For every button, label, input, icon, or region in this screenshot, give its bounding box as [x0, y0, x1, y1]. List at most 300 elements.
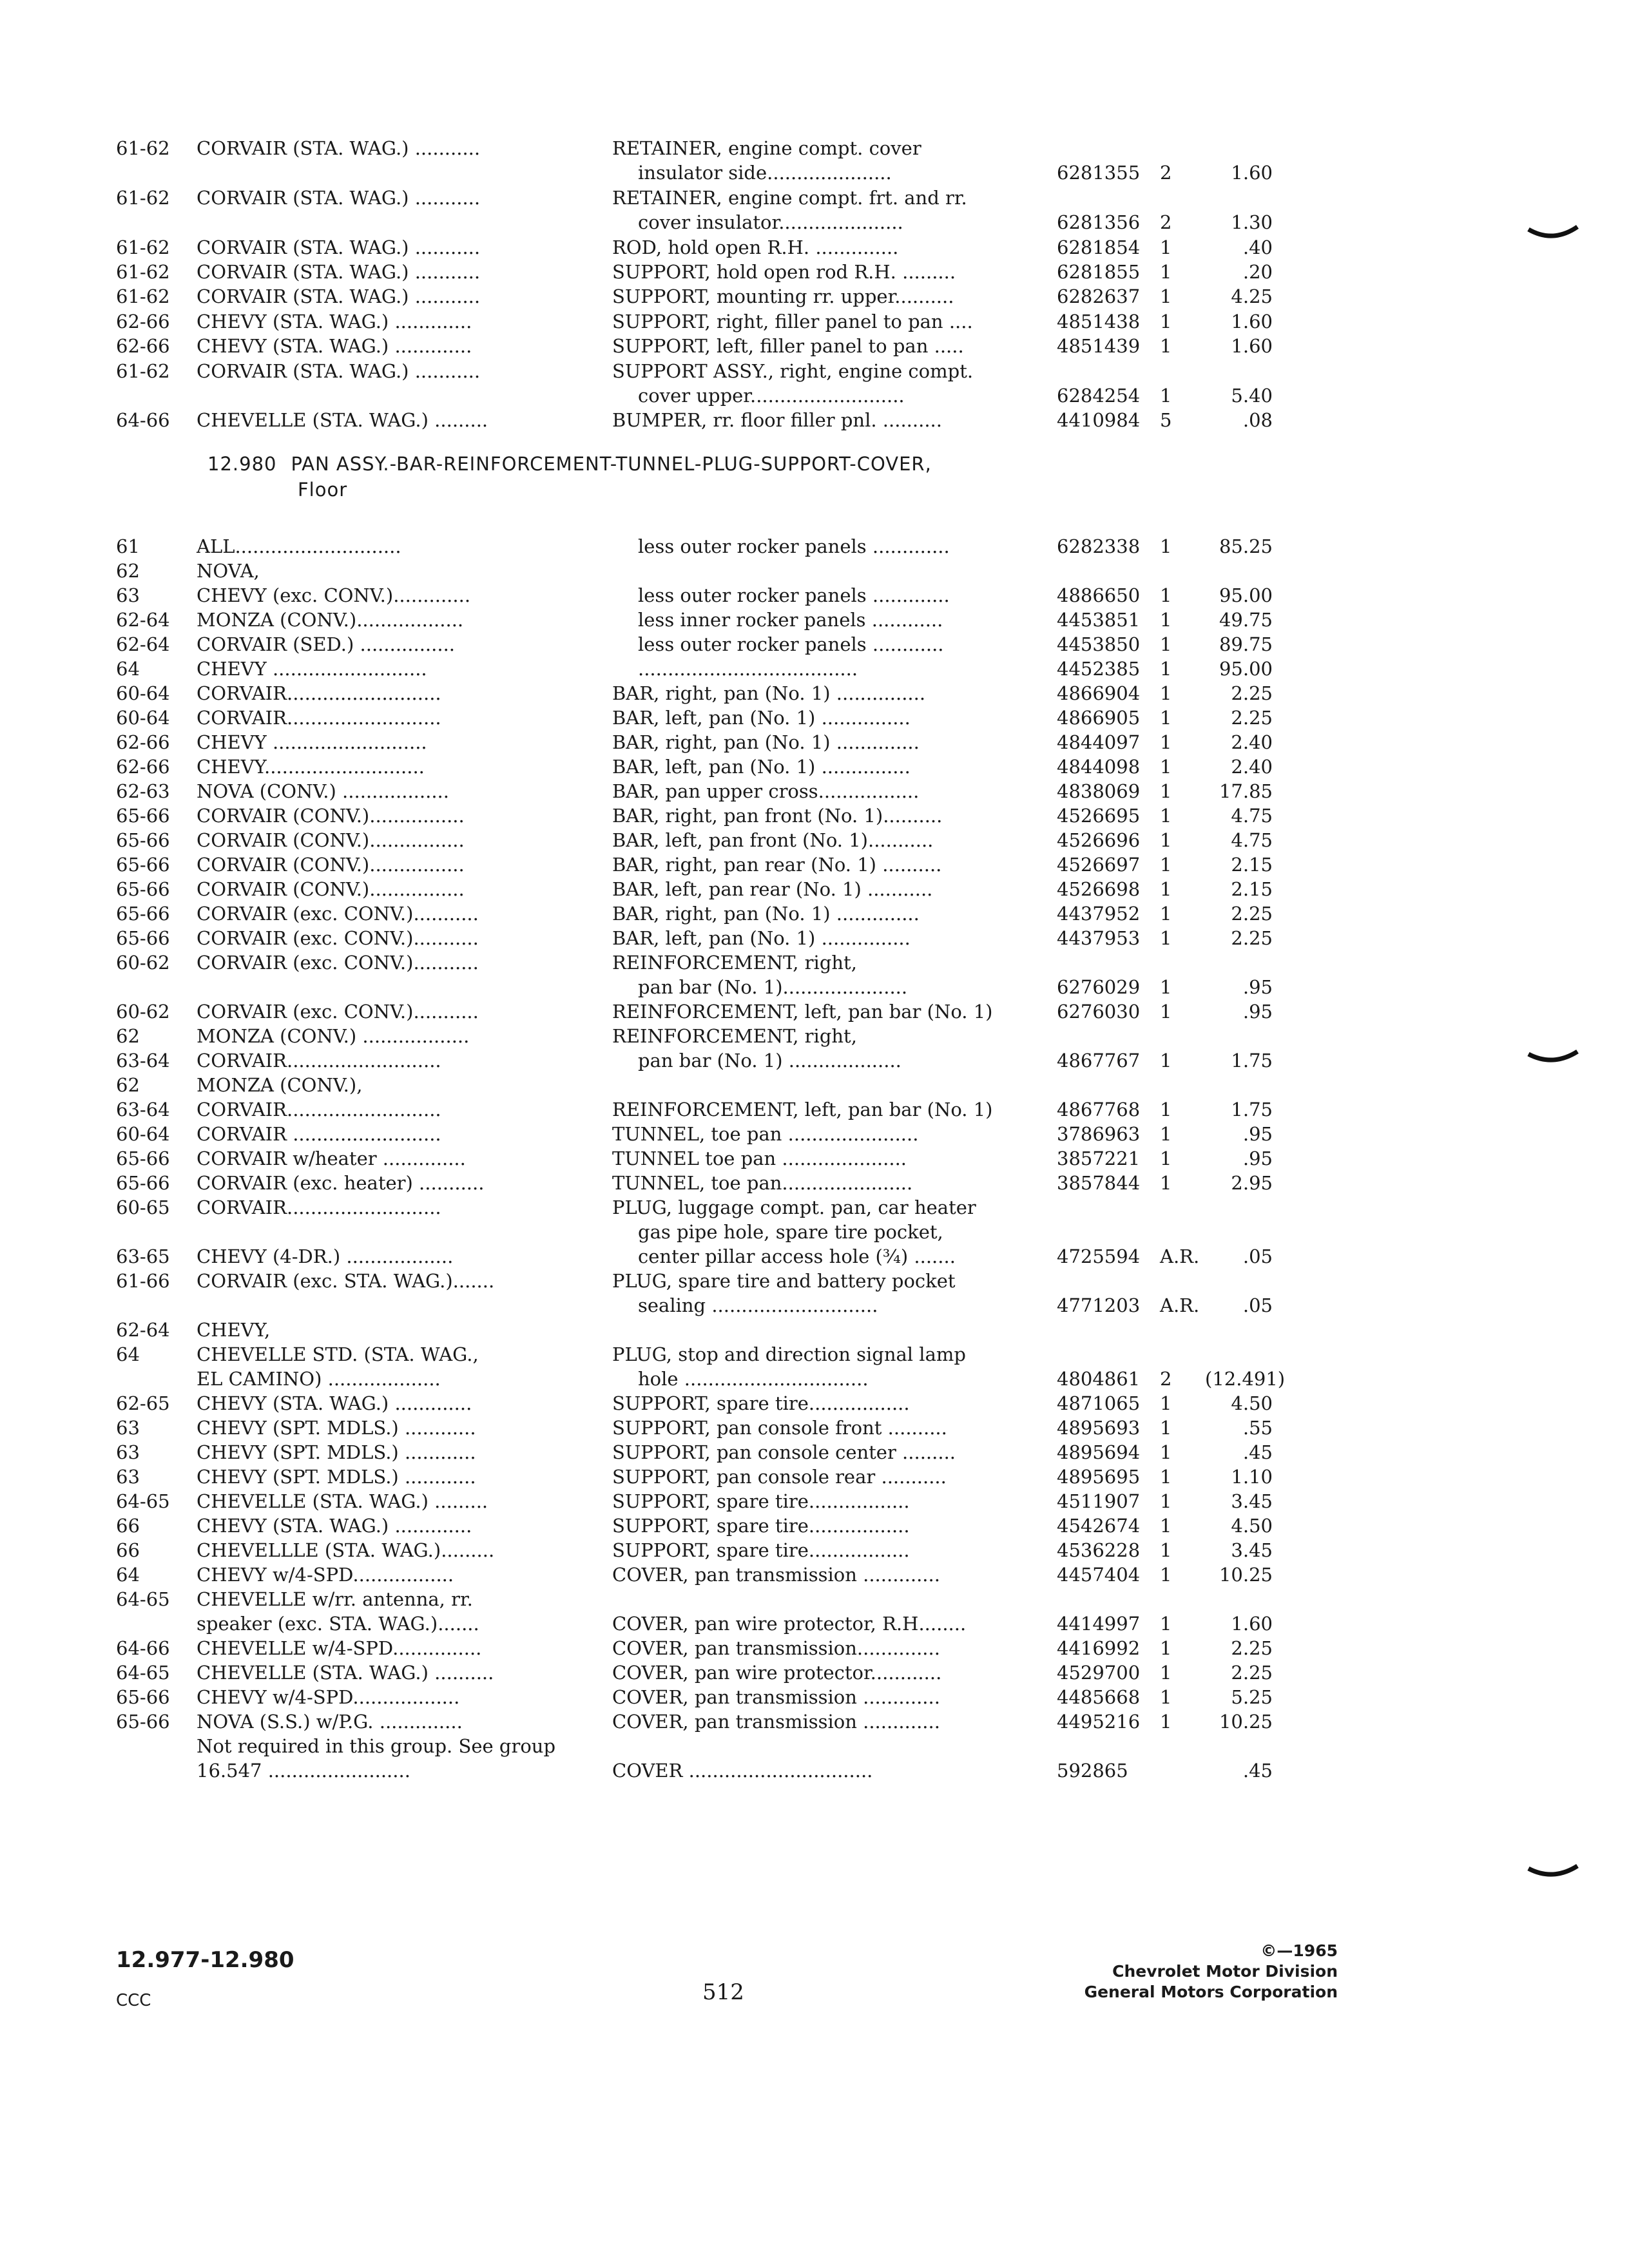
- years-cell: 63: [116, 1466, 140, 1488]
- parts-row: [0, 1195, 1629, 1220]
- years-cell: 63: [116, 584, 140, 606]
- years-cell: 63-64: [116, 1050, 170, 1072]
- description-cell: SUPPORT, spare tire.................: [612, 1515, 910, 1537]
- part-number-cell: 6282637: [1057, 285, 1141, 308]
- years-cell: 62: [116, 560, 140, 582]
- quantity-cell: 1: [1160, 805, 1172, 827]
- quantity-cell: 1: [1160, 1441, 1172, 1463]
- price-cell: (12.491): [1205, 1368, 1286, 1390]
- price-cell: 2.95: [1231, 1172, 1273, 1194]
- part-number-cell: 6281855: [1057, 261, 1141, 283]
- parts-row: [0, 1219, 1629, 1245]
- years-cell: 60-64: [116, 707, 170, 729]
- quantity-cell: 1: [1160, 1417, 1172, 1439]
- years-cell: 62-63: [116, 780, 170, 802]
- description-cell: BAR, right, pan (No. 1) ..............: [612, 731, 920, 753]
- description-cell: COVER, pan transmission .............: [612, 1564, 940, 1586]
- parts-row: [0, 1513, 1629, 1539]
- quantity-cell: 1: [1160, 1172, 1172, 1194]
- parts-row: [0, 1121, 1629, 1147]
- quantity-cell: 1: [1160, 261, 1172, 283]
- parts-row: [0, 974, 1629, 1000]
- years-cell: 62-66: [116, 335, 170, 358]
- years-cell: 61-62: [116, 137, 170, 159]
- years-cell: 64: [116, 1343, 140, 1365]
- binder-hole-mark: [1527, 1049, 1579, 1068]
- description-cell: SUPPORT, pan console center .........: [612, 1441, 956, 1463]
- model-cell: CORVAIR (STA. WAG.) ...........: [197, 285, 481, 308]
- price-cell: 3.45: [1231, 1539, 1273, 1561]
- description-cell: REINFORCEMENT, right,: [612, 952, 857, 974]
- price-cell: .95: [1242, 1001, 1273, 1023]
- quantity-cell: A.R.: [1160, 1245, 1200, 1267]
- description-cell: SUPPORT, left, filler panel to pan .....: [612, 335, 964, 358]
- description-cell: PLUG, luggage compt. pan, car heater: [612, 1196, 976, 1218]
- years-cell: 60-62: [116, 1001, 170, 1023]
- part-number-cell: 4895695: [1057, 1466, 1141, 1488]
- model-cell: CHEVY (STA. WAG.) .............: [197, 1515, 472, 1537]
- years-cell: 61-66: [116, 1270, 170, 1292]
- parts-row: [0, 729, 1629, 755]
- years-cell: 62: [116, 1074, 140, 1096]
- quantity-cell: 1: [1160, 878, 1172, 900]
- model-cell: CHEVY (SPT. MDLS.) ............: [197, 1466, 476, 1488]
- years-cell: 60-65: [116, 1196, 170, 1218]
- part-number-cell: 4414997: [1057, 1613, 1141, 1635]
- description-cell: gas pipe hole, spare tire pocket,: [638, 1221, 943, 1243]
- parts-row: [0, 1660, 1629, 1686]
- parts-row: [0, 1390, 1629, 1416]
- description-cell: hole ...............................: [638, 1368, 869, 1390]
- years-cell: 62: [116, 1025, 140, 1047]
- parts-row: [0, 925, 1629, 951]
- parts-row: [0, 1048, 1629, 1073]
- description-cell: TUNNEL, toe pan......................: [612, 1172, 913, 1194]
- parts-row: [0, 1366, 1629, 1392]
- group-heading: [207, 451, 1174, 503]
- quantity-cell: 2: [1160, 211, 1172, 234]
- part-number-cell: 4804861: [1057, 1368, 1141, 1390]
- years-cell: 62-66: [116, 731, 170, 753]
- quantity-cell: 1: [1160, 1001, 1172, 1023]
- parts-row: [0, 259, 1629, 285]
- years-cell: 65-66: [116, 854, 170, 876]
- description-cell: BAR, right, pan front (No. 1)..........: [612, 805, 943, 827]
- quantity-cell: 1: [1160, 1392, 1172, 1414]
- years-cell: 65-66: [116, 1148, 170, 1169]
- years-cell: 61-62: [116, 360, 170, 382]
- quantity-cell: 1: [1160, 335, 1172, 358]
- quantity-cell: A.R.: [1160, 1294, 1200, 1316]
- quantity-cell: 1: [1160, 1515, 1172, 1537]
- price-cell: 2.25: [1231, 1662, 1273, 1684]
- years-cell: 61: [116, 535, 140, 557]
- part-number-cell: 4871065: [1057, 1392, 1141, 1414]
- model-cell: Not required in this group. See group: [197, 1735, 556, 1757]
- model-cell: CORVAIR .........................: [197, 1123, 441, 1145]
- parts-row: [0, 1439, 1629, 1465]
- parts-row: [0, 1537, 1629, 1563]
- price-cell: 2.25: [1231, 927, 1273, 949]
- model-cell: CHEVY (exc. CONV.).............: [197, 584, 471, 606]
- description-cell: SUPPORT, spare tire.................: [612, 1392, 910, 1414]
- model-cell: CORVAIR..........................: [197, 1196, 441, 1218]
- price-cell: .95: [1242, 1148, 1273, 1169]
- price-cell: 2.40: [1231, 731, 1273, 753]
- price-cell: 5.40: [1231, 385, 1273, 407]
- quantity-cell: 1: [1160, 854, 1172, 876]
- years-cell: 60-64: [116, 682, 170, 704]
- description-cell: SUPPORT, spare tire.................: [612, 1539, 910, 1561]
- price-cell: 2.25: [1231, 707, 1273, 729]
- parts-row: [0, 1097, 1629, 1122]
- parts-row: [0, 827, 1629, 853]
- quantity-cell: 1: [1160, 310, 1172, 332]
- price-cell: .05: [1242, 1294, 1273, 1316]
- years-cell: 66: [116, 1515, 140, 1537]
- quantity-cell: 1: [1160, 1148, 1172, 1169]
- description-cell: COVER, pan wire protector, R.H........: [612, 1613, 967, 1635]
- price-cell: 2.40: [1231, 756, 1273, 778]
- part-number-cell: 4851438: [1057, 310, 1141, 332]
- parts-row: [0, 852, 1629, 878]
- parts-row: [0, 1023, 1629, 1049]
- quantity-cell: 1: [1160, 658, 1172, 680]
- part-number-cell: 4867768: [1057, 1099, 1141, 1120]
- part-number-cell: 6281356: [1057, 211, 1141, 234]
- price-cell: 95.00: [1219, 658, 1273, 680]
- price-cell: 5.25: [1231, 1686, 1273, 1708]
- price-cell: 1.60: [1231, 1613, 1273, 1635]
- footer-code: CCC: [116, 1991, 151, 2010]
- model-cell: CORVAIR (STA. WAG.) ...........: [197, 261, 481, 283]
- description-cell: COVER, pan transmission..............: [612, 1637, 940, 1659]
- description-cell: less outer rocker panels ............: [638, 633, 944, 655]
- years-cell: 63: [116, 1417, 140, 1439]
- parts-row: [0, 1562, 1629, 1588]
- parts-row: [0, 1268, 1629, 1294]
- description-cell: BAR, right, pan (No. 1) ...............: [612, 682, 926, 704]
- model-cell: EL CAMINO) ...................: [197, 1368, 441, 1390]
- price-cell: 2.15: [1231, 854, 1273, 876]
- part-number-cell: 4437952: [1057, 903, 1141, 925]
- quantity-cell: 1: [1160, 1539, 1172, 1561]
- part-number-cell: 4526696: [1057, 829, 1141, 851]
- price-cell: 2.25: [1231, 903, 1273, 925]
- description-cell: SUPPORT, right, filler panel to pan ....: [612, 310, 973, 332]
- parts-row: [0, 309, 1629, 334]
- model-cell: CORVAIR (STA. WAG.) ...........: [197, 236, 481, 258]
- years-cell: 64: [116, 1564, 140, 1586]
- part-number-cell: 6276029: [1057, 976, 1141, 998]
- price-cell: 1.75: [1231, 1050, 1273, 1072]
- parts-row: [0, 1464, 1629, 1490]
- parts-row: [0, 160, 1629, 186]
- parts-row: [0, 876, 1629, 902]
- part-number-cell: 4526697: [1057, 854, 1141, 876]
- quantity-cell: 1: [1160, 1662, 1172, 1684]
- description-cell: cover upper..........................: [638, 385, 905, 407]
- years-cell: 64: [116, 658, 140, 680]
- years-cell: 65-66: [116, 903, 170, 925]
- price-cell: 10.25: [1219, 1711, 1273, 1733]
- model-cell: CHEVELLE STD. (STA. WAG.,: [197, 1343, 479, 1365]
- price-cell: 1.10: [1231, 1466, 1273, 1488]
- model-cell: CORVAIR..........................: [197, 1099, 441, 1120]
- parts-row: [0, 185, 1629, 211]
- years-cell: 65-66: [116, 805, 170, 827]
- price-cell: .55: [1242, 1417, 1273, 1439]
- group-subtitle: Floor: [298, 479, 348, 501]
- description-cell: pan bar (No. 1).....................: [638, 976, 908, 998]
- quantity-cell: 1: [1160, 236, 1172, 258]
- model-cell: CORVAIR (exc. CONV.)...........: [197, 1001, 479, 1023]
- price-cell: 95.00: [1219, 584, 1273, 606]
- price-cell: .45: [1242, 1760, 1273, 1782]
- price-cell: .95: [1242, 1123, 1273, 1145]
- description-cell: BAR, left, pan (No. 1) ...............: [612, 707, 911, 729]
- footer-group-range: 12.977-12.980: [116, 1947, 294, 1973]
- parts-row: [0, 235, 1629, 260]
- price-cell: 1.60: [1231, 162, 1273, 184]
- quantity-cell: 1: [1160, 829, 1172, 851]
- price-cell: 3.45: [1231, 1490, 1273, 1512]
- parts-row: [0, 607, 1629, 633]
- quantity-cell: 1: [1160, 1123, 1172, 1145]
- years-cell: 60-64: [116, 1123, 170, 1145]
- model-cell: CORVAIR (exc. CONV.)...........: [197, 927, 479, 949]
- parts-row: [0, 1170, 1629, 1196]
- model-cell: CHEVELLE (STA. WAG.) .........: [197, 409, 488, 432]
- quantity-cell: 1: [1160, 584, 1172, 606]
- model-cell: CORVAIR..........................: [197, 707, 441, 729]
- description-cell: COVER, pan transmission .............: [612, 1711, 940, 1733]
- model-cell: CORVAIR (CONV.)................: [197, 878, 465, 900]
- parts-row: [0, 135, 1629, 161]
- model-cell: CORVAIR (CONV.)................: [197, 854, 465, 876]
- binder-hole-mark: [1527, 1863, 1579, 1883]
- parts-row: [0, 1341, 1629, 1367]
- price-cell: .20: [1242, 261, 1273, 283]
- part-number-cell: 4838069: [1057, 780, 1141, 802]
- parts-row: [0, 705, 1629, 731]
- description-cell: less inner rocker panels ............: [638, 609, 943, 631]
- model-cell: CHEVY ..........................: [197, 731, 427, 753]
- parts-row: [0, 1317, 1629, 1343]
- price-cell: 4.50: [1231, 1515, 1273, 1537]
- model-cell: CORVAIR (STA. WAG.) ...........: [197, 360, 481, 382]
- model-cell: CORVAIR (exc. CONV.)...........: [197, 903, 479, 925]
- price-cell: .95: [1242, 976, 1273, 998]
- price-cell: 2.15: [1231, 878, 1273, 900]
- part-number-cell: 4453850: [1057, 633, 1141, 655]
- parts-row: [0, 1072, 1629, 1098]
- description-cell: BAR, left, pan (No. 1) ...............: [612, 927, 911, 949]
- parts-row: [0, 533, 1629, 559]
- model-cell: CHEVY,: [197, 1319, 271, 1341]
- model-cell: 16.547 ........................: [197, 1760, 410, 1782]
- parts-row: [0, 1415, 1629, 1441]
- model-cell: CHEVELLE (STA. WAG.) .........: [197, 1490, 488, 1512]
- quantity-cell: 2: [1160, 1368, 1172, 1390]
- parts-row: [0, 1146, 1629, 1171]
- years-cell: 66: [116, 1539, 140, 1561]
- model-cell: CHEVY (STA. WAG.) .............: [197, 335, 472, 358]
- part-number-cell: 4416992: [1057, 1637, 1141, 1659]
- description-cell: less outer rocker panels .............: [638, 584, 950, 606]
- part-number-cell: 4886650: [1057, 584, 1141, 606]
- quantity-cell: 1: [1160, 285, 1172, 308]
- part-number-cell: 4536228: [1057, 1539, 1141, 1561]
- quantity-cell: 5: [1160, 409, 1172, 432]
- model-cell: CHEVY (SPT. MDLS.) ............: [197, 1417, 476, 1439]
- quantity-cell: 1: [1160, 1050, 1172, 1072]
- part-number-cell: 592865: [1057, 1760, 1128, 1782]
- description-cell: SUPPORT, pan console front ..........: [612, 1417, 947, 1439]
- quantity-cell: 1: [1160, 756, 1172, 778]
- description-cell: BAR, right, pan rear (No. 1) ..........: [612, 854, 942, 876]
- quantity-cell: 1: [1160, 1099, 1172, 1120]
- price-cell: 4.50: [1231, 1392, 1273, 1414]
- quantity-cell: 2: [1160, 162, 1172, 184]
- part-number-cell: 4866904: [1057, 682, 1141, 704]
- model-cell: CHEVELLE w/rr. antenna, rr.: [197, 1588, 473, 1610]
- description-cell: PLUG, spare tire and battery pocket: [612, 1270, 956, 1292]
- price-cell: 85.25: [1219, 535, 1273, 557]
- price-cell: 89.75: [1219, 633, 1273, 655]
- years-cell: 64-66: [116, 409, 170, 432]
- description-cell: insulator side.....................: [638, 162, 892, 184]
- model-cell: CORVAIR (CONV.)................: [197, 805, 465, 827]
- description-cell: COVER, pan transmission .............: [612, 1686, 940, 1708]
- model-cell: CHEVY w/4-SPD..................: [197, 1686, 460, 1708]
- part-number-cell: 4844098: [1057, 756, 1141, 778]
- years-cell: 63-65: [116, 1245, 170, 1267]
- price-cell: 1.60: [1231, 335, 1273, 358]
- years-cell: 62-64: [116, 633, 170, 655]
- parts-row: [0, 901, 1629, 927]
- years-cell: 62-64: [116, 609, 170, 631]
- price-cell: 4.75: [1231, 805, 1273, 827]
- description-cell: BAR, right, pan (No. 1) ..............: [612, 903, 920, 925]
- parts-row: [0, 1293, 1629, 1318]
- part-number-cell: 4511907: [1057, 1490, 1141, 1512]
- part-number-cell: 3857221: [1057, 1148, 1141, 1169]
- footer-division: Chevrolet Motor Division: [1112, 1962, 1338, 1981]
- part-number-cell: 3857844: [1057, 1172, 1141, 1194]
- part-number-cell: 4485668: [1057, 1686, 1141, 1708]
- parts-row: [0, 383, 1629, 408]
- part-number-cell: 4895693: [1057, 1417, 1141, 1439]
- model-cell: MONZA (CONV.),: [197, 1074, 363, 1096]
- quantity-cell: 1: [1160, 976, 1172, 998]
- parts-row: [0, 950, 1629, 975]
- years-cell: 62-66: [116, 756, 170, 778]
- years-cell: 61-62: [116, 261, 170, 283]
- parts-row: [0, 1733, 1629, 1759]
- description-cell: BAR, left, pan (No. 1) ...............: [612, 756, 911, 778]
- model-cell: ALL............................: [197, 535, 401, 557]
- quantity-cell: 1: [1160, 682, 1172, 704]
- years-cell: 60-62: [116, 952, 170, 974]
- years-cell: 63: [116, 1441, 140, 1463]
- part-number-cell: 4495216: [1057, 1711, 1141, 1733]
- quantity-cell: 1: [1160, 609, 1172, 631]
- parts-row: [0, 1611, 1629, 1637]
- description-cell: cover insulator.....................: [638, 211, 903, 234]
- part-number-cell: 4542674: [1057, 1515, 1141, 1537]
- price-cell: 1.60: [1231, 310, 1273, 332]
- part-number-cell: 4771203: [1057, 1294, 1141, 1316]
- model-cell: CORVAIR..........................: [197, 682, 441, 704]
- group-number: 12.980: [207, 453, 277, 475]
- part-number-cell: 4725594: [1057, 1245, 1141, 1267]
- model-cell: CORVAIR (CONV.)................: [197, 829, 465, 851]
- description-cell: BAR, left, pan front (No. 1)...........: [612, 829, 934, 851]
- model-cell: CHEVY ..........................: [197, 658, 427, 680]
- quantity-cell: 1: [1160, 707, 1172, 729]
- description-cell: REINFORCEMENT, left, pan bar (No. 1): [612, 1099, 993, 1120]
- model-cell: CORVAIR w/heater ..............: [197, 1148, 466, 1169]
- group-title: PAN ASSY.-BAR-REINFORCEMENT-TUNNEL-PLUG-SUPPORT-COVER,: [291, 453, 932, 475]
- part-number-cell: 6281355: [1057, 162, 1141, 184]
- years-cell: 65-66: [116, 1172, 170, 1194]
- parts-row: [0, 754, 1629, 780]
- quantity-cell: 1: [1160, 927, 1172, 949]
- model-cell: NOVA,: [197, 560, 260, 582]
- part-number-cell: 4453851: [1057, 609, 1141, 631]
- years-cell: 64-65: [116, 1490, 170, 1512]
- part-number-cell: 4437953: [1057, 927, 1141, 949]
- description-cell: REINFORCEMENT, left, pan bar (No. 1): [612, 1001, 993, 1023]
- years-cell: 62-64: [116, 1319, 170, 1341]
- quantity-cell: 1: [1160, 1711, 1172, 1733]
- parts-row: [0, 1684, 1629, 1710]
- description-cell: SUPPORT ASSY., right, engine compt.: [612, 360, 974, 382]
- quantity-cell: 1: [1160, 1564, 1172, 1586]
- parts-row: [0, 284, 1629, 309]
- price-cell: 1.30: [1231, 211, 1273, 234]
- model-cell: CHEVY (SPT. MDLS.) ............: [197, 1441, 476, 1463]
- model-cell: CHEVELLE w/4-SPD...............: [197, 1637, 482, 1659]
- model-cell: CORVAIR (STA. WAG.) ...........: [197, 137, 481, 159]
- quantity-cell: 1: [1160, 1490, 1172, 1512]
- model-cell: CHEVY w/4-SPD.................: [197, 1564, 454, 1586]
- model-cell: CHEVY (STA. WAG.) .............: [197, 1392, 472, 1414]
- model-cell: CORVAIR (exc. heater) ...........: [197, 1172, 485, 1194]
- model-cell: CHEVELLLE (STA. WAG.).........: [197, 1539, 495, 1561]
- quantity-cell: 1: [1160, 535, 1172, 557]
- model-cell: MONZA (CONV.)..................: [197, 609, 464, 631]
- description-cell: SUPPORT, pan console rear ...........: [612, 1466, 947, 1488]
- part-number-cell: 4866905: [1057, 707, 1141, 729]
- quantity-cell: 1: [1160, 1613, 1172, 1635]
- parts-row: [0, 999, 1629, 1024]
- parts-row: [0, 209, 1629, 235]
- price-cell: 10.25: [1219, 1564, 1273, 1586]
- parts-row: [0, 778, 1629, 804]
- price-cell: .05: [1242, 1245, 1273, 1267]
- model-cell: CORVAIR (SED.) ................: [197, 633, 456, 655]
- price-cell: 2.25: [1231, 1637, 1273, 1659]
- price-cell: 49.75: [1219, 609, 1273, 631]
- years-cell: 61-62: [116, 236, 170, 258]
- parts-row: [0, 1758, 1629, 1783]
- quantity-cell: 1: [1160, 1686, 1172, 1708]
- description-cell: TUNNEL toe pan .....................: [612, 1148, 907, 1169]
- part-number-cell: 4844097: [1057, 731, 1141, 753]
- quantity-cell: 1: [1160, 1637, 1172, 1659]
